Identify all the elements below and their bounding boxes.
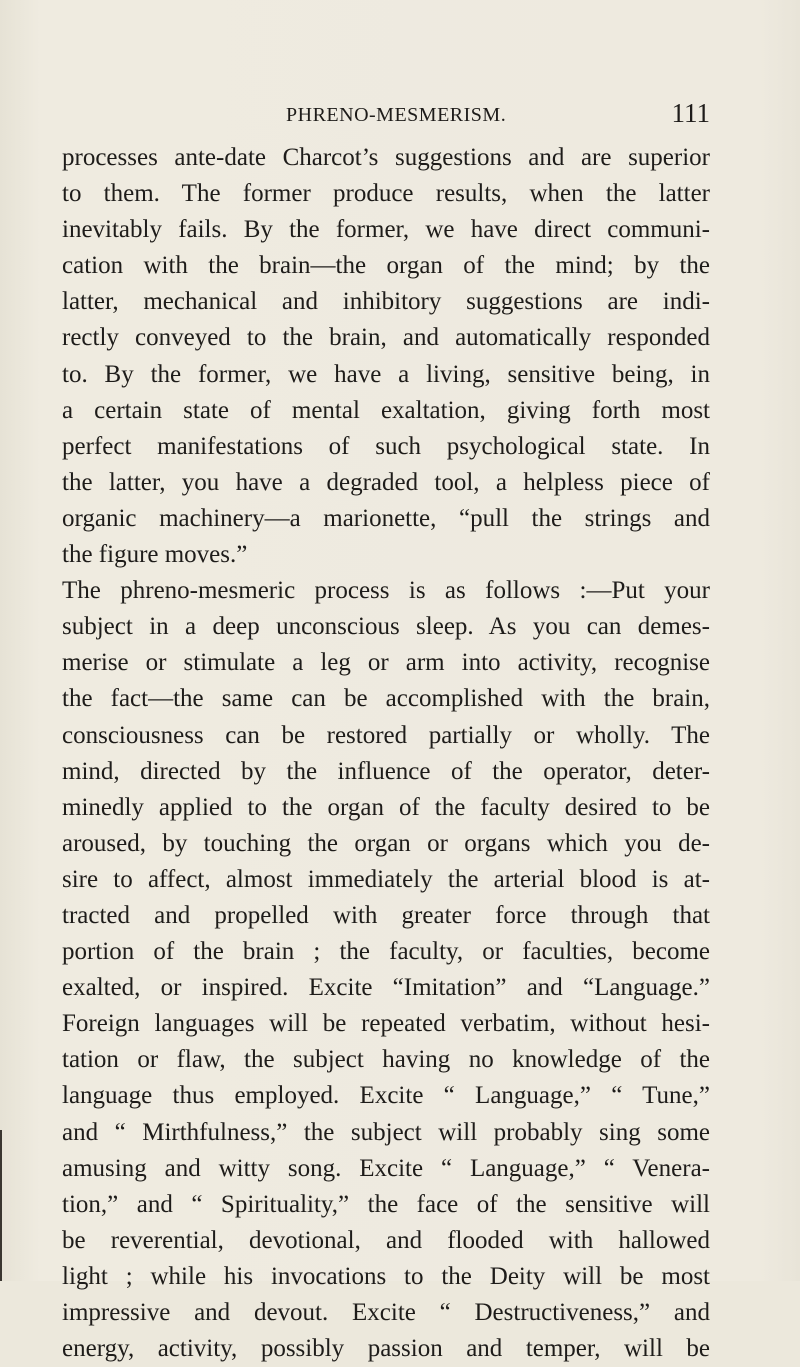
text-line: processes ante-date Charcot’s suggestions and are superior <box>62 144 710 171</box>
text-line: consciousness can be restored partially or wholly. The <box>62 721 710 749</box>
text-line: cation with the brain—the organ of the mind; by the <box>62 252 710 280</box>
text-line: organic machinery—a marionette, “pull the strings and <box>62 504 710 532</box>
text-line: The phreno-mesmeric process is as follows :—Put your <box>62 577 710 605</box>
page-number: 111 <box>671 98 710 128</box>
text-line: tracted and propelled with greater force through that <box>62 901 710 929</box>
text-line: Foreign languages will be repeated verbatim, without hesi- <box>62 1010 710 1038</box>
text-line: impressive and devout. Excite “ Destructiveness,” and <box>62 1299 710 1326</box>
text-line: and “ Mirthfulness,” the subject will probably sing some <box>62 1118 710 1146</box>
text-line: the latter, you have a degraded tool, a helpless piece of <box>62 468 710 496</box>
text-line: portion of the brain ; the faculty, or faculties, become <box>62 938 710 966</box>
text-line: the fact—the same can be accomplished with the brain, <box>62 685 710 713</box>
text-line: to them. The former produce results, when the latter <box>62 180 710 208</box>
text-line: subject in a deep unconscious sleep. As you can demes- <box>62 613 710 641</box>
text-line: tion,” and “ Spirituality,” the face of the sensitive will <box>62 1190 710 1218</box>
running-title: PHRENO-MESMERISM. <box>286 104 507 126</box>
text-line: rectly conveyed to the brain, and automatically responded <box>62 324 710 352</box>
text-line: language thus employed. Excite “ Language,” “ Tune,” <box>62 1082 710 1110</box>
text-line: amusing and witty song. Excite “ Language,” “ Venera- <box>62 1154 710 1182</box>
text-line: light ; while his invocations to the Deity will be most <box>62 1262 710 1290</box>
text-line: latter, mechanical and inhibitory suggestions are indi- <box>62 288 710 316</box>
text-line: sire to affect, almost immediately the arterial blood is at- <box>62 865 710 893</box>
page-edge-shadow <box>0 1130 2 1281</box>
text-line: perfect manifestations of such psychological state. In <box>62 432 710 460</box>
text-line: the figure moves.” <box>62 541 248 569</box>
text-line: a certain state of mental exaltation, giving forth most <box>62 396 710 424</box>
body-text <box>62 140 710 1363</box>
text-line: merise or stimulate a leg or arm into activity, recognise <box>62 649 710 677</box>
text-line: energy, activity, possibly passion and temper, will be <box>62 1335 710 1363</box>
text-line: inevitably fails. By the former, we have direct communi- <box>62 216 710 244</box>
page-header <box>286 96 710 130</box>
text-line: minedly applied to the organ of the faculty desired to be <box>62 793 710 821</box>
text-line: to. By the former, we have a living, sensitive being, in <box>62 360 710 388</box>
text-line: mind, directed by the influence of the operator, deter- <box>62 757 710 785</box>
text-line: tation or flaw, the subject having no knowledge of the <box>62 1046 710 1074</box>
text-line: exalted, or inspired. Excite “Imitation” and “Language.” <box>62 974 710 1002</box>
text-line: be reverential, devotional, and flooded with hallowed <box>62 1226 710 1254</box>
text-line: aroused, by touching the organ or organs which you de- <box>62 829 710 857</box>
